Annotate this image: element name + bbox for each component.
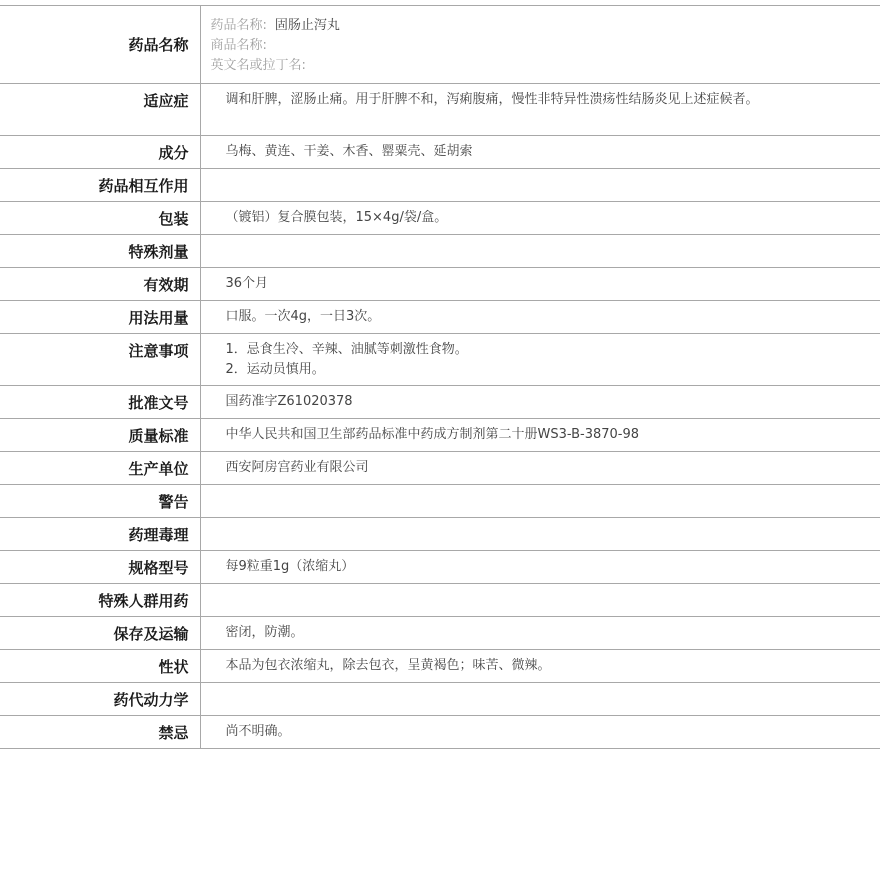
label-validity: 有效期 [0, 268, 200, 301]
value-character: 本品为包衣浓缩丸，除去包衣，呈黄褐色；味苦、微辣。 [200, 650, 880, 683]
value-warning [200, 485, 880, 518]
row-indication [0, 84, 880, 136]
value-usage: 口服。一次4g，一日3次。 [200, 301, 880, 334]
label-interaction: 药品相互作用 [0, 169, 200, 202]
label-pharmacology: 药理毒理 [0, 518, 200, 551]
row-character [0, 650, 880, 683]
trade-name-label: 商品名称: [210, 38, 267, 53]
row-package [0, 202, 880, 235]
generic-name-value: 固肠止泻丸 [274, 18, 340, 33]
value-spec: 每9粒重1g（浓缩丸） [200, 551, 880, 584]
precaution-item: 2．运动员慎用。 [225, 362, 325, 377]
row-spec [0, 551, 880, 584]
label-ingredients: 成分 [0, 136, 200, 169]
row-pharmacokinetics [0, 683, 880, 716]
label-manufacturer: 生产单位 [0, 452, 200, 485]
precaution-item: 1．忌食生冷、辛辣、油腻等刺激性食物。 [225, 342, 468, 357]
row-warning [0, 485, 880, 518]
value-indication: 调和肝脾，涩肠止痛。用于肝脾不和，泻痢腹痛，慢性非特异性溃疡性结肠炎见上述症候者。 [200, 84, 880, 136]
label-standard: 质量标准 [0, 419, 200, 452]
row-special-dose [0, 235, 880, 268]
row-ingredients [0, 136, 880, 169]
value-validity: 36个月 [200, 268, 880, 301]
label-precautions: 注意事项 [0, 334, 200, 386]
drug-spec-table [0, 5, 880, 749]
value-contraindication: 尚不明确。 [200, 716, 880, 749]
value-interaction [200, 169, 880, 202]
row-manufacturer [0, 452, 880, 485]
label-warning: 警告 [0, 485, 200, 518]
label-usage: 用法用量 [0, 301, 200, 334]
label-contraindication: 禁忌 [0, 716, 200, 749]
label-special-dose: 特殊剂量 [0, 235, 200, 268]
label-indication: 适应症 [0, 84, 200, 136]
english-name-label: 英文名或拉丁名: [210, 58, 306, 73]
value-package: （镀铝）复合膜包装，15×4g/袋/盒。 [200, 202, 880, 235]
row-pharmacology [0, 518, 880, 551]
value-pharmacology [200, 518, 880, 551]
label-storage: 保存及运输 [0, 617, 200, 650]
value-approval: 国药准字Z61020378 [200, 386, 880, 419]
label-approval: 批准文号 [0, 386, 200, 419]
row-special-population [0, 584, 880, 617]
row-standard [0, 419, 880, 452]
value-manufacturer: 西安阿房宫药业有限公司 [200, 452, 880, 485]
generic-name-label: 药品名称: [210, 18, 267, 33]
row-contraindication [0, 716, 880, 749]
value-special-dose [200, 235, 880, 268]
value-pharmacokinetics [200, 683, 880, 716]
label-spec: 规格型号 [0, 551, 200, 584]
generic-name-line [211, 16, 880, 36]
value-precautions [200, 334, 880, 386]
value-storage: 密闭，防潮。 [200, 617, 880, 650]
row-validity [0, 268, 880, 301]
row-storage [0, 617, 880, 650]
label-special-population: 特殊人群用药 [0, 584, 200, 617]
label-package: 包装 [0, 202, 200, 235]
value-special-population [200, 584, 880, 617]
label-character: 性状 [0, 650, 200, 683]
label-pharmacokinetics: 药代动力学 [0, 683, 200, 716]
label-drug-name: 药品名称 [0, 6, 200, 84]
value-drug-name [200, 6, 880, 84]
row-usage [0, 301, 880, 334]
value-ingredients: 乌梅、黄连、干姜、木香、罂粟壳、延胡索 [200, 136, 880, 169]
value-standard: 中华人民共和国卫生部药品标准中药成方制剂第二十册WS3-B-3870-98 [200, 419, 880, 452]
row-interaction [0, 169, 880, 202]
row-precautions [0, 334, 880, 386]
row-drug-name [0, 6, 880, 84]
row-approval [0, 386, 880, 419]
